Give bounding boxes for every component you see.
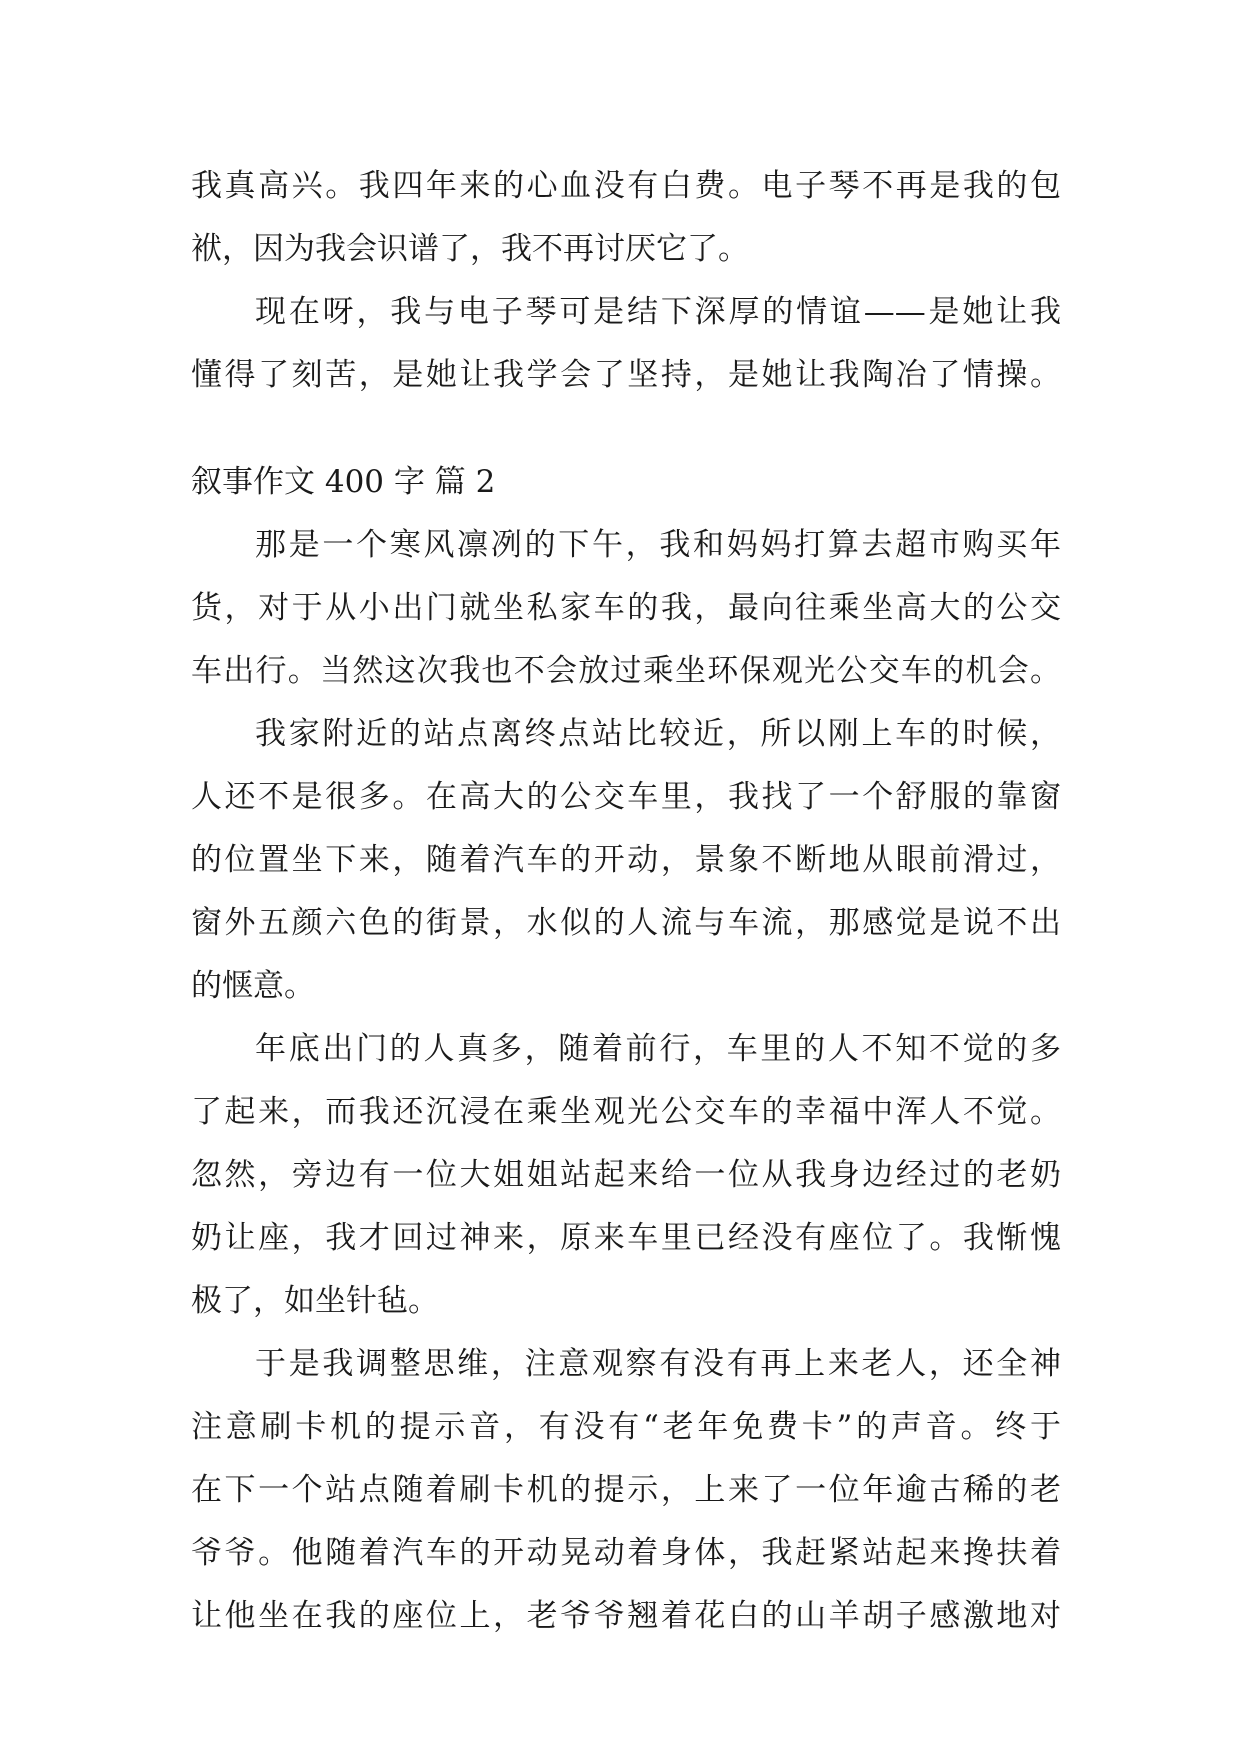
paragraph-4-line-5: 的惬意。 [191,968,315,1004]
paragraph-6-line-2: 注意刷卡机的提示音，有没有“老年免费卡”的声音。终于 [191,1409,1061,1445]
paragraph-4-line-3: 的位置坐下来，随着汽车的开动，景象不断地从眼前滑过， [191,842,1061,878]
paragraph-5-line-4: 奶让座，我才回过神来，原来车里已经没有座位了。我惭愧 [191,1220,1061,1256]
paragraph-4-line-2: 人还不是很多。在高大的公交车里，我找了一个舒服的靠窗 [191,779,1061,815]
paragraph-3-line-2: 货，对于从小出门就坐私家车的我，最向往乘坐高大的公交 [191,590,1061,626]
paragraph-6-line-5: 让他坐在我的座位上，老爷爷翘着花白的山羊胡子感激地对 [191,1598,1061,1634]
paragraph-3-line-1: 那是一个寒风凛冽的下午，我和妈妈打算去超市购买年 [255,527,1061,563]
section-heading: 叙事作文 400 字 篇 2 [191,464,496,500]
paragraph-4-line-4: 窗外五颜六色的街景，水似的人流与车流，那感觉是说不出 [191,905,1061,941]
paragraph-1-line-2: 袱，因为我会识谱了，我不再讨厌它了。 [191,231,749,267]
paragraph-6-line-3: 在下一个站点随着刷卡机的提示，上来了一位年逾古稀的老 [191,1472,1061,1508]
paragraph-3-line-3: 车出行。当然这次我也不会放过乘坐环保观光公交车的机会。 [191,653,1061,689]
paragraph-6-line-4: 爷爷。他随着汽车的开动晃动着身体，我赶紧站起来搀扶着 [191,1535,1061,1571]
paragraph-5-line-3: 忽然，旁边有一位大姐姐站起来给一位从我身边经过的老奶 [191,1157,1061,1193]
paragraph-1-line-1: 我真高兴。我四年来的心血没有白费。电子琴不再是我的包 [191,168,1061,204]
paragraph-5-line-5: 极了，如坐针毡。 [191,1283,439,1319]
paragraph-5-line-1: 年底出门的人真多，随着前行，车里的人不知不觉的多 [255,1031,1061,1067]
paragraph-6-line-1: 于是我调整思维，注意观察有没有再上来老人，还全神 [255,1346,1061,1382]
paragraph-2-line-1: 现在呀，我与电子琴可是结下深厚的情谊——是她让我 [255,294,1061,330]
paragraph-2-line-2: 懂得了刻苦，是她让我学会了坚持，是她让我陶冶了情操。 [191,357,1061,393]
paragraph-5-line-2: 了起来，而我还沉浸在乘坐观光公交车的幸福中浑人不觉。 [191,1094,1061,1130]
paragraph-4-line-1: 我家附近的站点离终点站比较近，所以刚上车的时候， [255,716,1061,752]
